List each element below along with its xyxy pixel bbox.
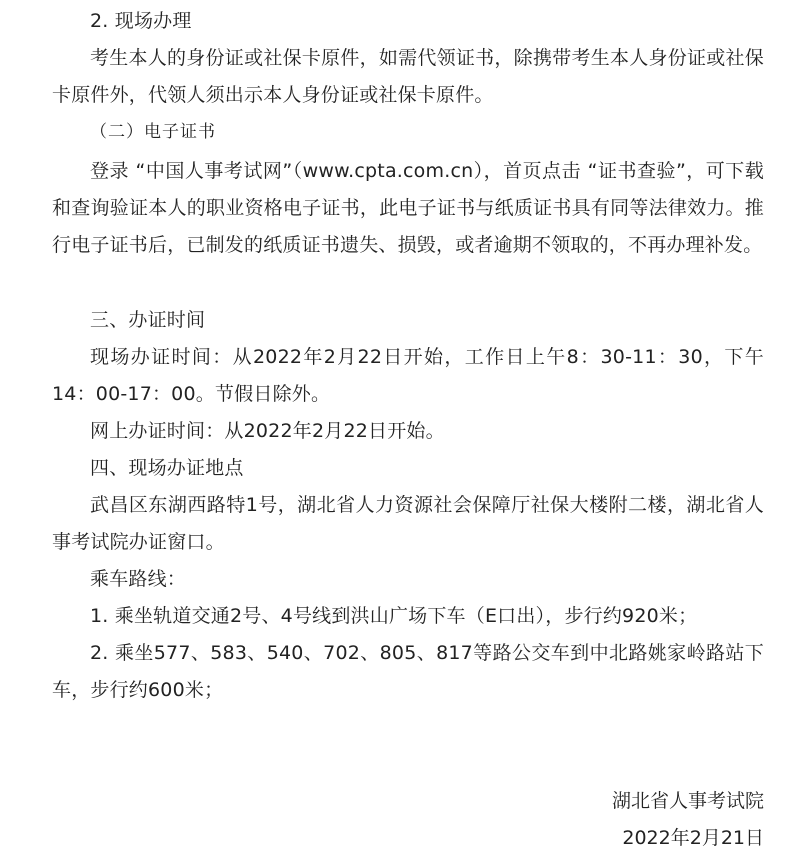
address-paragraph: 武昌区东湖西路特1号，湖北省人力资源社会保障厅社保大楼附二楼，湖北省人事考试院办证窗口。 <box>52 494 764 553</box>
signature-date: 2022年2月21日 <box>622 827 764 849</box>
route-heading: 乘车路线： <box>90 568 187 590</box>
heading-onsite-location: 四、现场办证地点 <box>90 457 244 479</box>
subheading-e-certificate: （二）电子证书 <box>90 122 216 142</box>
signature-org: 湖北省人事考试院 <box>611 790 764 812</box>
section-item-onsite: 2. 现场办理 <box>90 10 192 32</box>
heading-processing-time: 三、办证时间 <box>90 309 206 331</box>
onsite-requirement-paragraph: 考生本人的身份证或社保卡原件，如需代领证书，除携带考生本人身份证或社保卡原件外，代领人须出示本人身份证或社保卡原件。 <box>52 47 764 106</box>
online-time-paragraph: 网上办证时间：从2022年2月22日开始。 <box>90 420 445 442</box>
onsite-time-paragraph: 现场办证时间：从2022年2月22日开始，工作日上午8：30-11：30，下午14：00-17：00。节假日除外。 <box>52 346 764 405</box>
route-item-bus: 2. 乘坐577、583、540、702、805、817等路公交车到中北路姚家岭路站下车，步行约600米； <box>52 642 764 701</box>
route-item-metro: 1. 乘坐轨道交通2号、4号线到洪山广场下车（E口出），步行约920米； <box>90 605 698 627</box>
e-certificate-paragraph: 登录 “中国人事考试网”（www.cpta.com.cn），首页点击 “证书查验”，可下载和查询验证本人的职业资格电子证书，此电子证书与纸质证书具有同等法律效力。推行电子证书后，已制发的纸质证书遗失、损毁，或者逾期不领取的，不再办理补发。 <box>52 160 764 256</box>
